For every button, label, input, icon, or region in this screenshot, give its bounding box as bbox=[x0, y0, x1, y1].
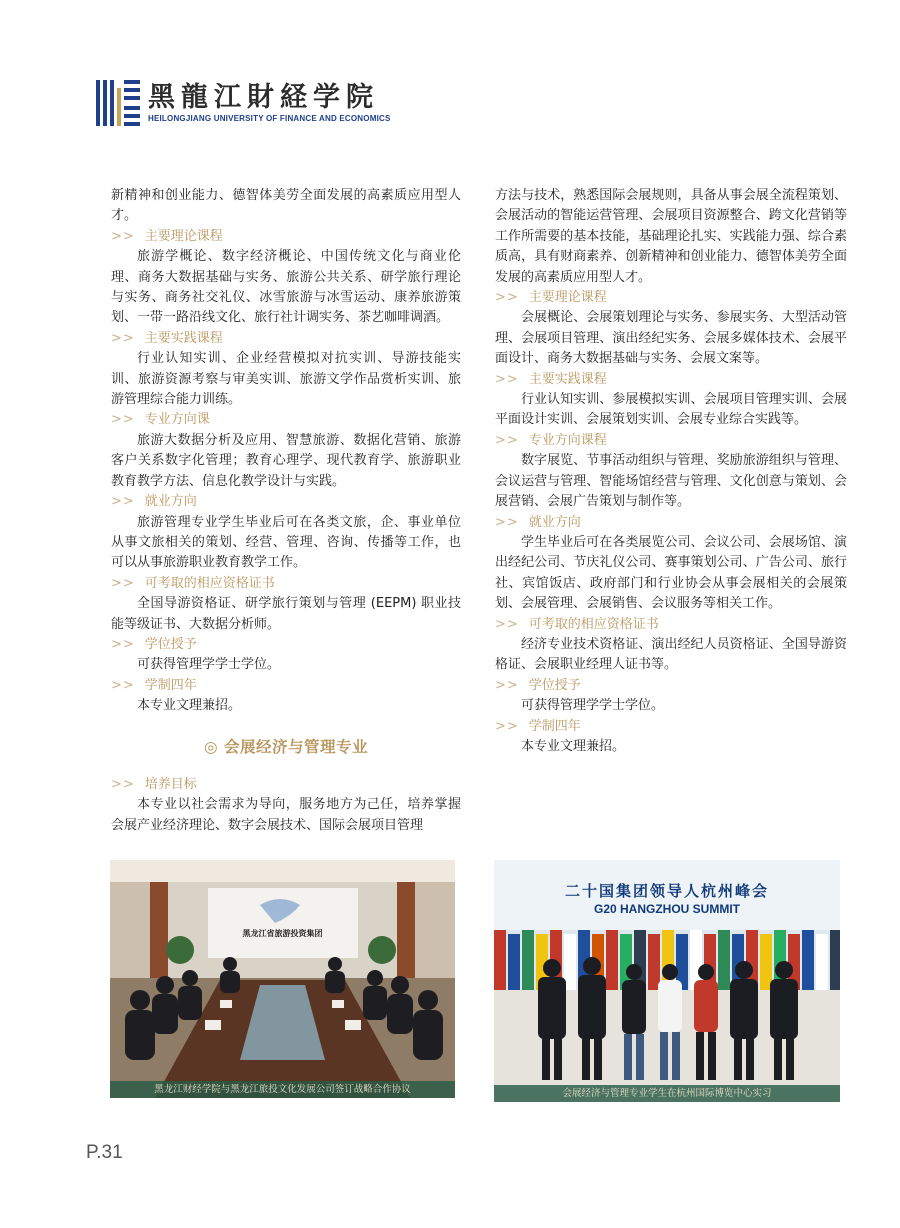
employment-text: 旅游管理专业学生毕业后可在各类文旅，企、事业单位从事文旅相关的策划、经营、管理、咨询、传播等工作，也可以从事旅游职业教育教学工作。 bbox=[111, 514, 461, 571]
page-number: P.31 bbox=[86, 1142, 123, 1163]
practice-courses-text: 行业认知实训、参展模拟实训、会展项目管理实训、会展平面设计实训、会展策划实训、会展专业综合实践等。 bbox=[495, 392, 847, 428]
backdrop-banner: 黑龙江省旅游投资集团 bbox=[242, 929, 323, 938]
heading-theory-courses: >> 主要理论课程 bbox=[111, 228, 223, 244]
heading-theory-courses: >> 主要理论课程 bbox=[495, 290, 607, 306]
chevrons-icon: >> bbox=[495, 514, 519, 530]
photo-caption: 黑龙江财经学院与黑龙江旅投文化发展公司签订战略合作协议 bbox=[110, 1081, 455, 1098]
chevrons-icon: >> bbox=[495, 371, 519, 387]
summit-banner-english: G20 HANGZHOU SUMMIT bbox=[593, 902, 740, 916]
signing-ceremony-illustration bbox=[110, 860, 455, 1098]
theory-courses-text: 会展概论、会展策划理论与实务、参展实务、大型活动管理、会展项目管理、演出经纪实务、会展多媒体技术、会展平面设计、商务大数据基础与实务、会展文案等。 bbox=[495, 310, 847, 367]
direction-courses-text: 旅游大数据分析及应用、智慧旅游、数据化营销、旅游客户关系数字化管理；教育心理学、现代教育学、旅游职业教育教学方法、信息化教学设计与实践。 bbox=[111, 432, 461, 489]
intro-tail-text: 新精神和创业能力、德智体美劳全面发展的高素质应用型人才。 bbox=[111, 188, 461, 224]
heading-employment: >> 就业方向 bbox=[495, 514, 581, 530]
heading-duration: >> 学制四年 bbox=[495, 718, 581, 734]
chevrons-icon: >> bbox=[111, 636, 135, 652]
photo-caption: 会展经济与管理专业学生在杭州国际博览中心实习 bbox=[494, 1085, 840, 1102]
duration-text: 本专业文理兼招。 bbox=[137, 698, 242, 714]
summit-banner-chinese: 二十国集团领导人杭州峰会 bbox=[564, 882, 769, 900]
certificates-text: 经济专业技术资格证、演出经纪人员资格证、全国导游资格证、会展职业经理人证书等。 bbox=[495, 636, 847, 673]
chevrons-icon: >> bbox=[111, 330, 135, 346]
chevrons-icon: >> bbox=[111, 412, 135, 428]
heading-degree: >> 学位授予 bbox=[495, 677, 581, 693]
chevrons-icon: >> bbox=[495, 616, 519, 632]
chevrons-icon: >> bbox=[111, 677, 135, 693]
left-column bbox=[111, 186, 461, 836]
direction-courses-text: 数字展览、节事活动组织与管理、奖励旅游组织与管理、会议运营与管理、智能场馆经营与管理、文化创意与策划、会展营销、会展广告策划与制作等。 bbox=[495, 453, 847, 510]
heading-direction-courses: >> 专业方向课 bbox=[111, 412, 210, 428]
heading-certificates: >> 可考取的相应资格证书 bbox=[495, 616, 659, 632]
theory-courses-text: 旅游学概论、数字经济概论、中国传统文化与商业伦理、商务大数据基础与实务、旅游公共关系、研学旅行理论与实务、商务社交礼仪、冰雪旅游与冰雪运动、康养旅游策划、一带一路沿线文化、旅行社计调实务、茶艺咖啡调酒。 bbox=[111, 249, 461, 326]
degree-text: 可获得管理学学士学位。 bbox=[521, 698, 665, 714]
heading-practice-courses: >> 主要实践课程 bbox=[495, 371, 607, 387]
training-goal-text: 本专业以社会需求为导向，服务地方为己任，培养掌握会展产业经济理论、数字会展技术、国际会展项目管理 bbox=[111, 797, 461, 833]
heading-training-goal: >> 培养目标 bbox=[111, 776, 197, 792]
logo-emblem-icon bbox=[96, 80, 140, 126]
heading-certificates: >> 可考取的相应资格证书 bbox=[111, 575, 275, 591]
chevrons-icon: >> bbox=[495, 718, 519, 734]
chevrons-icon: >> bbox=[495, 432, 519, 448]
logo-english-name: HEILONGJIANG UNIVERSITY OF FINANCE AND ECONOMICS bbox=[148, 114, 391, 123]
chevrons-icon: >> bbox=[111, 776, 135, 792]
logo-chinese-name: 黑龍江財経学院 bbox=[148, 82, 379, 113]
photo-g20-internship bbox=[494, 860, 840, 1102]
heading-practice-courses: >> 主要实践课程 bbox=[111, 330, 223, 346]
photo-signing-ceremony bbox=[110, 860, 455, 1098]
university-logo bbox=[96, 80, 391, 126]
practice-courses-text: 行业认知实训、企业经营模拟对抗实训、导游技能实训、旅游资源考察与审美实训、旅游文学作品赏析实训、旅游管理综合能力训练。 bbox=[111, 351, 461, 408]
chevrons-icon: >> bbox=[495, 677, 519, 693]
chevrons-icon: >> bbox=[111, 228, 135, 244]
chevrons-icon: >> bbox=[495, 290, 519, 306]
right-column bbox=[495, 186, 847, 757]
certificates-text: 全国导游资格证、研学旅行策划与管理 (EEPM) 职业技能等级证书、大数据分析师。 bbox=[111, 596, 461, 632]
intro-tail-text: 方法与技术，熟悉国际会展规则，具备从事会展全流程策划、会展活动的智能运营管理、会展项目资源整合、跨文化营销等工作所需要的基本技能，基础理论扎实、实践能力强、综合素质高，具有财商素养、创新精神和创业能力、德智体美劳全面发展的高素质应用型人才。 bbox=[495, 188, 847, 285]
heading-employment: >> 就业方向 bbox=[111, 494, 197, 510]
heading-direction-courses: >> 专业方向课程 bbox=[495, 432, 607, 448]
heading-degree: >> 学位授予 bbox=[111, 636, 197, 652]
chevrons-icon: >> bbox=[111, 575, 135, 591]
heading-duration: >> 学制四年 bbox=[111, 677, 197, 693]
chevrons-icon: >> bbox=[111, 494, 135, 510]
duration-text: 本专业文理兼招。 bbox=[521, 738, 626, 754]
section-title-exhibition-economics: ◎ 会展经济与管理专业 bbox=[204, 737, 368, 756]
degree-text: 可获得管理学学士学位。 bbox=[137, 657, 281, 673]
employment-text: 学生毕业后可在各类展览公司、会议公司、会展场馆、演出经纪公司、节庆礼仪公司、赛事策划公司、广告公司、旅行社、宾馆饭店、政府部门和行业协会从事会展相关的会展策划、会展管理、会展销售、会议服务等相关工作。 bbox=[495, 534, 847, 612]
